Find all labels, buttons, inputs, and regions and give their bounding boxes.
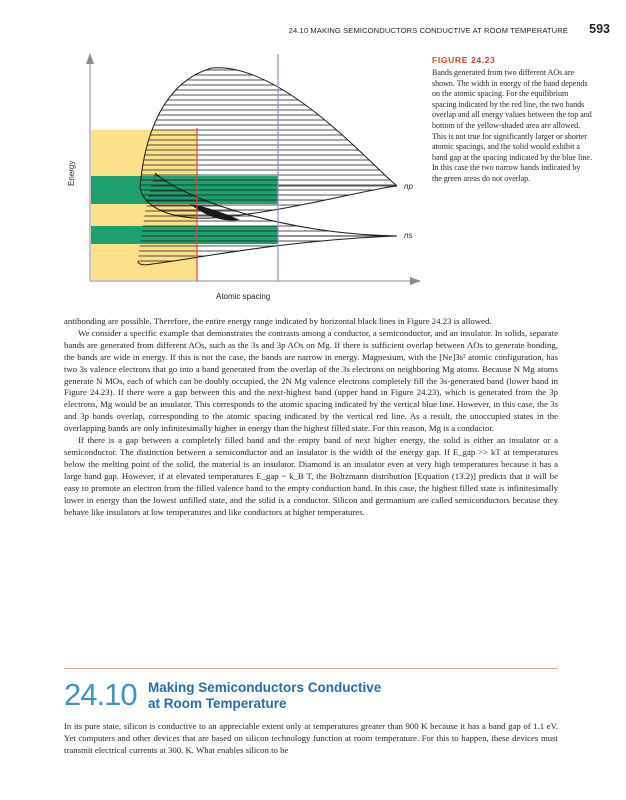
band-figure: [52, 48, 422, 310]
np-label: np: [404, 182, 413, 191]
paragraph-2: We consider a specific example that demonstrates the contrasts among a conductor, a semiconductor, and an insulator. In solids, separate bands are generated from different AOs, such as the 3s and 3p AOs on Mg. If there is sufficient overlap between AOs to generate bonding, the bands are wide in energy. If this is not the case, the bands are narrow in energy. Magnesium, with the [Ne]3s² atomic configuration, has two 3s valence electrons that go into a band generated from the overlap of the 3s electrons on neighboring Mg atoms. Because N Mg atoms generate N MOs, each of which can be doubly occupied, the 2N Mg valence electrons completely fill the 3s-generated band (lower band in Figure 24.23). If there were a gap between this and the next-highest band (upper band in Figure 24.23), which is generated from the 3p electrons, Mg would be an insulator. This corresponds to the atomic spacing indicated by the vertical blue line. However, in this case, the 3s and 3p bands overlap, corresponding to the atomic spacing indicated by the vertical red line. As a result, the unoccupied states in the overlapping bands are only infinitesimally higher in energy than the highest filled state. For this reason, Mg is a conductor.: [64, 327, 558, 434]
section-title-line-1: Making Semiconductors Conductive: [148, 680, 382, 695]
section-paragraph-1: In its pure state, silicon is conductive to an appreciable extent only at temperatures greater than 900 K because it has a band gap of 1.1 eV. Yet computers and other devices that are based on silicon technology function at room temperature. For this to happen, these devices must transmit electrical currents at 300. K. What enables silicon to be: [64, 721, 558, 755]
ns-label: ns: [404, 231, 413, 240]
paragraph-3: If there is a gap between a completely filled band and the empty band of next higher energy, the solid is either an insulator or a semiconductor. The distinction between a semiconductor and an insulator is the width of the energy gap. If E_gap >> kT at temperatures below the melting point of the solid, the material is an insulator. Diamond is an insulator even at very high temperatures because it has a large band gap. However, if at elevated temperatures E_gap ~ k_B T, the Boltzmann distribution [Equation (13.2)] predicts that it will be easy to promote an electron from the filled valence band to the empty conduction band. In this case, the highest filled state is infinitesimally lower in energy than the lowest unfilled state, and the solid is a conductor. Silicon and germanium are called semiconductors because they behave like insulators at low temperatures and like conductors at higher temperatures.: [64, 435, 558, 517]
y-axis-arrow: [86, 53, 94, 64]
x-axis-arrow: [410, 277, 421, 285]
figure-caption: [432, 55, 592, 185]
band-diagram: [52, 48, 422, 310]
section-title: [148, 680, 381, 711]
x-axis-label: Atomic spacing: [216, 292, 271, 301]
section-divider: [64, 668, 558, 669]
section-heading: [64, 678, 558, 718]
y-axis-label: Energy: [67, 160, 76, 186]
running-header: [0, 22, 626, 38]
running-title: 24.10 MAKING SEMICONDUCTORS CONDUCTIVE AT ROOM TEMPERATURE: [288, 26, 568, 35]
paragraph-1: antibonding are possible. Therefore, the entire energy range indicated by horizontal black lines in Figure 24.23 is allowed.: [64, 316, 492, 326]
body-text: [64, 316, 558, 518]
figure-label: FIGURE 24.23: [432, 55, 496, 65]
upper-band-hatching: [112, 58, 412, 228]
section-number: 24.10: [64, 677, 137, 712]
section-body-text: [64, 721, 558, 757]
section-title-line-2: at Room Temperature: [148, 695, 287, 711]
page-number: 593: [589, 22, 610, 36]
caption-text: Bands generated from two different AOs are shown. The width in energy of the band depends on the atomic spacing. For the equilibrium spacing indicated by the red line, the two bands overlap and all energy values between the top and bottom of the yellow-shaded area are allowed. This is not true for significantly larger or shorter atomic spacings, and the solid would exhibit a band gap at the spacing indicated by the blue line. In this case the two narrow bands indicated by the green areas do not overlap.: [432, 68, 592, 183]
